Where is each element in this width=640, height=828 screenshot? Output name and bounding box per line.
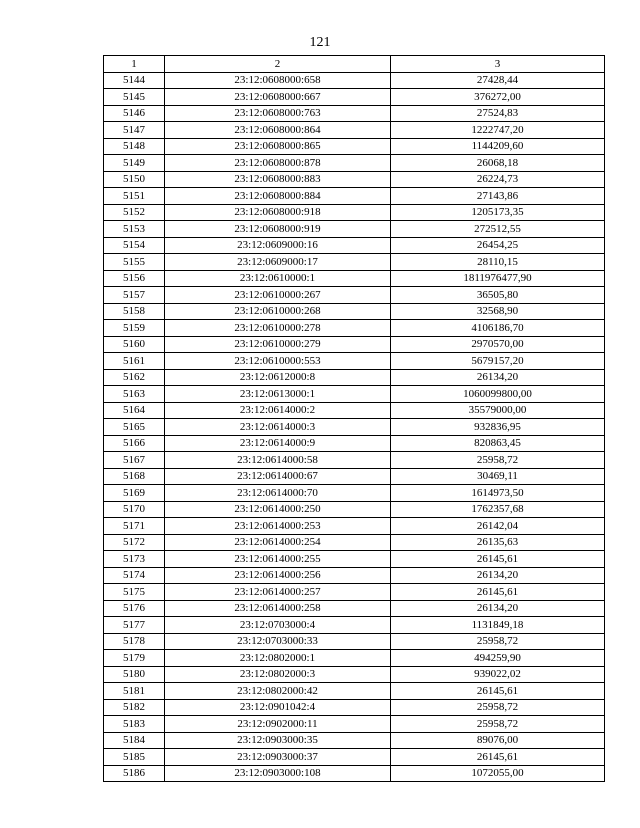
cadastral-number-cell: 23:12:0614000:258 (165, 600, 391, 617)
value-cell: 27143,86 (391, 188, 605, 205)
table-row (104, 666, 605, 683)
cadastral-number-cell: 23:12:0614000:70 (165, 485, 391, 502)
cadastral-number-cell: 23:12:0608000:667 (165, 89, 391, 106)
row-number-cell: 5171 (104, 518, 165, 535)
value-cell: 1205173,35 (391, 204, 605, 221)
row-number-cell: 5175 (104, 584, 165, 601)
value-cell: 26145,61 (391, 683, 605, 700)
cadastral-number-cell: 23:12:0802000:1 (165, 650, 391, 667)
cadastral-number-cell: 23:12:0609000:16 (165, 237, 391, 254)
value-cell: 1222747,20 (391, 122, 605, 139)
row-number-cell: 5170 (104, 501, 165, 518)
cadastral-number-cell: 23:12:0802000:3 (165, 666, 391, 683)
value-cell: 1072055,00 (391, 765, 605, 782)
value-cell: 4106186,70 (391, 320, 605, 337)
value-cell: 25958,72 (391, 699, 605, 716)
row-number-cell: 5151 (104, 188, 165, 205)
table-row (104, 270, 605, 287)
value-cell: 26142,04 (391, 518, 605, 535)
table-row (104, 138, 605, 155)
table-row (104, 386, 605, 403)
row-number-cell: 5157 (104, 287, 165, 304)
table-row (104, 534, 605, 551)
table-row (104, 237, 605, 254)
row-number-cell: 5176 (104, 600, 165, 617)
value-cell: 27524,83 (391, 105, 605, 122)
value-cell: 5679157,20 (391, 353, 605, 370)
cadastral-number-cell: 23:12:0610000:268 (165, 303, 391, 320)
value-cell: 89076,00 (391, 732, 605, 749)
value-cell: 26145,61 (391, 551, 605, 568)
value-cell: 820863,45 (391, 435, 605, 452)
cadastral-number-cell: 23:12:0608000:884 (165, 188, 391, 205)
table-row (104, 419, 605, 436)
table-row (104, 303, 605, 320)
table-row (104, 452, 605, 469)
value-cell: 1762357,68 (391, 501, 605, 518)
value-cell: 939022,02 (391, 666, 605, 683)
row-number-cell: 5162 (104, 369, 165, 386)
table-row (104, 518, 605, 535)
table-row (104, 600, 605, 617)
cadastral-number-cell: 23:12:0614000:250 (165, 501, 391, 518)
cadastral-number-cell: 23:12:0610000:553 (165, 353, 391, 370)
value-cell: 32568,90 (391, 303, 605, 320)
table-row (104, 72, 605, 89)
cadastral-number-cell: 23:12:0614000:9 (165, 435, 391, 452)
cadastral-number-cell: 23:12:0901042:4 (165, 699, 391, 716)
value-cell: 25958,72 (391, 633, 605, 650)
row-number-cell: 5147 (104, 122, 165, 139)
row-number-cell: 5159 (104, 320, 165, 337)
value-cell: 26134,20 (391, 567, 605, 584)
cadastral-number-cell: 23:12:0612000:8 (165, 369, 391, 386)
cadastral-number-cell: 23:12:0802000:42 (165, 683, 391, 700)
value-cell: 1060099800,00 (391, 386, 605, 403)
row-number-cell: 5165 (104, 419, 165, 436)
row-number-cell: 5145 (104, 89, 165, 106)
cadastral-number-cell: 23:12:0608000:763 (165, 105, 391, 122)
column-header-1: 1 (104, 56, 165, 73)
column-header-3: 3 (391, 56, 605, 73)
row-number-cell: 5161 (104, 353, 165, 370)
row-number-cell: 5149 (104, 155, 165, 172)
cadastral-number-cell: 23:12:0902000:11 (165, 716, 391, 733)
table-row (104, 155, 605, 172)
value-cell: 26145,61 (391, 584, 605, 601)
cadastral-number-cell: 23:12:0703000:33 (165, 633, 391, 650)
value-cell: 26454,25 (391, 237, 605, 254)
value-cell: 30469,11 (391, 468, 605, 485)
table-row (104, 221, 605, 238)
table-row (104, 369, 605, 386)
table-body (104, 56, 605, 782)
value-cell: 26134,20 (391, 600, 605, 617)
table-row (104, 551, 605, 568)
value-cell: 35579000,00 (391, 402, 605, 419)
row-number-cell: 5163 (104, 386, 165, 403)
table-row (104, 716, 605, 733)
cadastral-number-cell: 23:12:0613000:1 (165, 386, 391, 403)
table-row (104, 749, 605, 766)
row-number-cell: 5164 (104, 402, 165, 419)
value-cell: 25958,72 (391, 716, 605, 733)
value-cell: 1614973,50 (391, 485, 605, 502)
table-row (104, 320, 605, 337)
cadastral-number-cell: 23:12:0703000:4 (165, 617, 391, 634)
table-row (104, 485, 605, 502)
table-row (104, 336, 605, 353)
row-number-cell: 5166 (104, 435, 165, 452)
cadastral-number-cell: 23:12:0608000:658 (165, 72, 391, 89)
cadastral-number-cell: 23:12:0614000:254 (165, 534, 391, 551)
table-row (104, 765, 605, 782)
table-row (104, 254, 605, 271)
row-number-cell: 5174 (104, 567, 165, 584)
value-cell: 25958,72 (391, 452, 605, 469)
column-header-2: 2 (165, 56, 391, 73)
cadastral-number-cell: 23:12:0608000:883 (165, 171, 391, 188)
table-row (104, 567, 605, 584)
table-row (104, 105, 605, 122)
value-cell: 1811976477,90 (391, 270, 605, 287)
row-number-cell: 5155 (104, 254, 165, 271)
row-number-cell: 5168 (104, 468, 165, 485)
row-number-cell: 5182 (104, 699, 165, 716)
table-row (104, 699, 605, 716)
table-row (104, 617, 605, 634)
row-number-cell: 5158 (104, 303, 165, 320)
row-number-cell: 5186 (104, 765, 165, 782)
value-cell: 272512,55 (391, 221, 605, 238)
row-number-cell: 5184 (104, 732, 165, 749)
cadastral-number-cell: 23:12:0614000:58 (165, 452, 391, 469)
row-number-cell: 5154 (104, 237, 165, 254)
cadastral-number-cell: 23:12:0608000:918 (165, 204, 391, 221)
row-number-cell: 5172 (104, 534, 165, 551)
cadastral-number-cell: 23:12:0609000:17 (165, 254, 391, 271)
value-cell: 494259,90 (391, 650, 605, 667)
value-cell: 2970570,00 (391, 336, 605, 353)
value-cell: 1144209,60 (391, 138, 605, 155)
table-row (104, 633, 605, 650)
cadastral-number-cell: 23:12:0903000:37 (165, 749, 391, 766)
table-row (104, 402, 605, 419)
cadastral-number-cell: 23:12:0608000:865 (165, 138, 391, 155)
table-row (104, 204, 605, 221)
row-number-cell: 5180 (104, 666, 165, 683)
cadastral-number-cell: 23:12:0610000:267 (165, 287, 391, 304)
table-row (104, 171, 605, 188)
value-cell: 932836,95 (391, 419, 605, 436)
cadastral-number-cell: 23:12:0614000:255 (165, 551, 391, 568)
table-row (104, 89, 605, 106)
cadastral-number-cell: 23:12:0608000:878 (165, 155, 391, 172)
value-cell: 376272,00 (391, 89, 605, 106)
cadastral-number-cell: 23:12:0614000:3 (165, 419, 391, 436)
cadastral-number-cell: 23:12:0608000:864 (165, 122, 391, 139)
row-number-cell: 5146 (104, 105, 165, 122)
value-cell: 26135,63 (391, 534, 605, 551)
row-number-cell: 5148 (104, 138, 165, 155)
row-number-cell: 5185 (104, 749, 165, 766)
cadastral-number-cell: 23:12:0614000:67 (165, 468, 391, 485)
row-number-cell: 5178 (104, 633, 165, 650)
cadastral-number-cell: 23:12:0610000:1 (165, 270, 391, 287)
table-header-row (104, 56, 605, 73)
value-cell: 27428,44 (391, 72, 605, 89)
table-row (104, 501, 605, 518)
cadastral-number-cell: 23:12:0610000:279 (165, 336, 391, 353)
row-number-cell: 5179 (104, 650, 165, 667)
table-row (104, 584, 605, 601)
table-row (104, 122, 605, 139)
table-row (104, 732, 605, 749)
table-row (104, 468, 605, 485)
row-number-cell: 5156 (104, 270, 165, 287)
row-number-cell: 5160 (104, 336, 165, 353)
cadastral-number-cell: 23:12:0903000:108 (165, 765, 391, 782)
value-cell: 28110,15 (391, 254, 605, 271)
row-number-cell: 5169 (104, 485, 165, 502)
table-row (104, 683, 605, 700)
cadastral-number-cell: 23:12:0614000:253 (165, 518, 391, 535)
value-cell: 26145,61 (391, 749, 605, 766)
row-number-cell: 5177 (104, 617, 165, 634)
row-number-cell: 5183 (104, 716, 165, 733)
table-row (104, 353, 605, 370)
cadastral-number-cell: 23:12:0614000:256 (165, 567, 391, 584)
value-cell: 36505,80 (391, 287, 605, 304)
cadastral-number-cell: 23:12:0903000:35 (165, 732, 391, 749)
cadastral-number-cell: 23:12:0610000:278 (165, 320, 391, 337)
cadastral-number-cell: 23:12:0614000:2 (165, 402, 391, 419)
table-row (104, 650, 605, 667)
table-row (104, 287, 605, 304)
row-number-cell: 5153 (104, 221, 165, 238)
row-number-cell: 5144 (104, 72, 165, 89)
page-number: 121 (309, 35, 331, 50)
table-row (104, 435, 605, 452)
row-number-cell: 5150 (104, 171, 165, 188)
row-number-cell: 5152 (104, 204, 165, 221)
cadastral-number-cell: 23:12:0608000:919 (165, 221, 391, 238)
row-number-cell: 5167 (104, 452, 165, 469)
row-number-cell: 5181 (104, 683, 165, 700)
row-number-cell: 5173 (104, 551, 165, 568)
table-row (104, 188, 605, 205)
value-cell: 26068,18 (391, 155, 605, 172)
value-cell: 1131849,18 (391, 617, 605, 634)
data-table (103, 55, 605, 782)
value-cell: 26224,73 (391, 171, 605, 188)
value-cell: 26134,20 (391, 369, 605, 386)
cadastral-number-cell: 23:12:0614000:257 (165, 584, 391, 601)
